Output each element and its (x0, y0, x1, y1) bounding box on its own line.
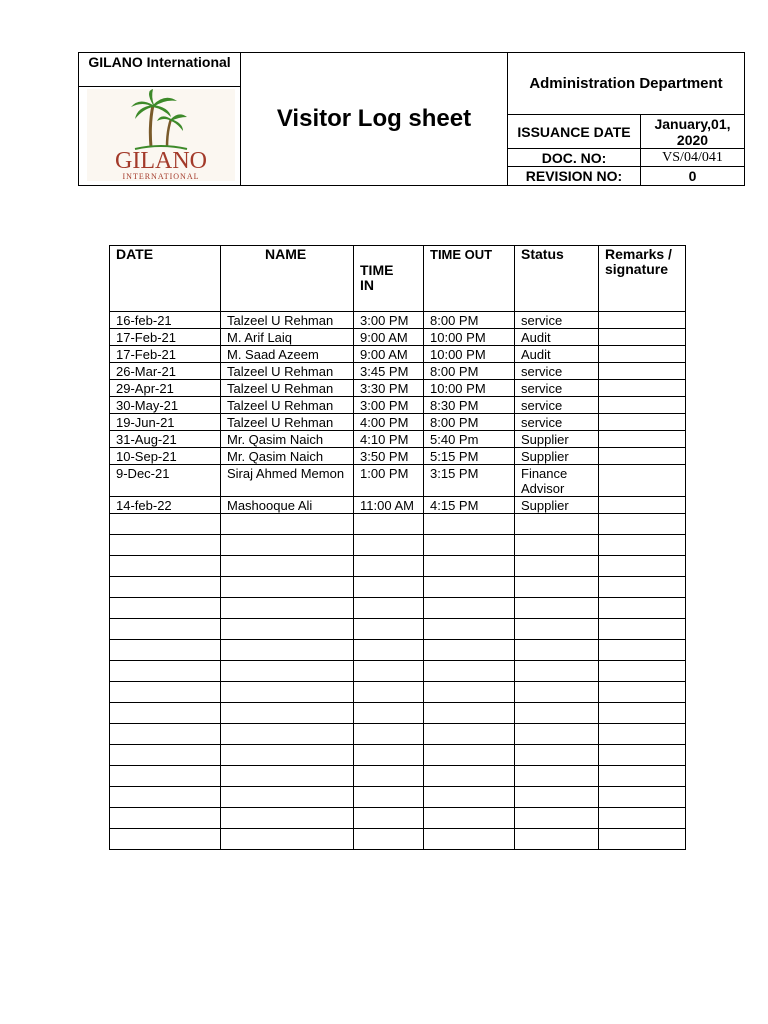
cell-remarks (599, 431, 686, 448)
empty-table-row (110, 682, 686, 703)
cell-time-in (354, 556, 424, 577)
column-header-time-in: TIME IN (354, 246, 424, 312)
cell-name: Mr. Qasim Naich (221, 431, 354, 448)
cell-time-out: 8:30 PM (424, 397, 515, 414)
cell-status: Audit (515, 329, 599, 346)
cell-time-in (354, 535, 424, 556)
empty-table-row (110, 598, 686, 619)
cell-time-out (424, 682, 515, 703)
table-row (110, 346, 686, 363)
logo-subtext: INTERNATIONAL (122, 172, 200, 181)
cell-name (221, 640, 354, 661)
divider (79, 86, 240, 87)
cell-remarks (599, 380, 686, 397)
column-header-remarks: Remarks / signature (599, 246, 686, 312)
cell-status (515, 661, 599, 682)
empty-table-row (110, 745, 686, 766)
cell-time-out (424, 808, 515, 829)
cell-remarks (599, 465, 686, 497)
cell-status: Supplier (515, 448, 599, 465)
cell-date (110, 598, 221, 619)
cell-remarks (599, 329, 686, 346)
cell-status (515, 724, 599, 745)
cell-time-out (424, 640, 515, 661)
cell-name (221, 556, 354, 577)
cell-date: 29-Apr-21 (110, 380, 221, 397)
cell-status (515, 619, 599, 640)
empty-table-row (110, 514, 686, 535)
empty-table-row (110, 577, 686, 598)
empty-table-row (110, 619, 686, 640)
cell-status (515, 808, 599, 829)
visitor-log-table (109, 245, 686, 850)
cell-name: M. Saad Azeem (221, 346, 354, 363)
column-header-date: DATE (110, 246, 221, 312)
cell-remarks (599, 766, 686, 787)
cell-time-out: 3:15 PM (424, 465, 515, 497)
cell-name: Talzeel U Rehman (221, 380, 354, 397)
cell-date (110, 535, 221, 556)
column-header-status: Status (515, 246, 599, 312)
cell-time-in (354, 745, 424, 766)
cell-date (110, 787, 221, 808)
cell-date (110, 766, 221, 787)
cell-date (110, 619, 221, 640)
cell-time-in (354, 514, 424, 535)
revision-no-value: 0 (688, 168, 697, 184)
column-header-name: NAME (221, 246, 354, 312)
cell-name: Talzeel U Rehman (221, 312, 354, 329)
cell-time-in (354, 829, 424, 850)
cell-name (221, 682, 354, 703)
cell-name: Mr. Qasim Naich (221, 448, 354, 465)
cell-date: 30-May-21 (110, 397, 221, 414)
table-body (110, 312, 686, 850)
cell-status (515, 640, 599, 661)
table-row (110, 497, 686, 514)
cell-status (515, 745, 599, 766)
cell-remarks (599, 682, 686, 703)
cell-name: Talzeel U Rehman (221, 414, 354, 431)
cell-time-in: 3:00 PM (354, 397, 424, 414)
column-header-time-out: TIME OUT (424, 246, 515, 312)
cell-time-in: 3:45 PM (354, 363, 424, 380)
cell-remarks (599, 724, 686, 745)
cell-time-in (354, 766, 424, 787)
cell-time-out: 10:00 PM (424, 346, 515, 363)
cell-name (221, 829, 354, 850)
cell-name (221, 703, 354, 724)
cell-time-out: 5:40 Pm (424, 431, 515, 448)
cell-remarks (599, 808, 686, 829)
cell-name (221, 598, 354, 619)
cell-remarks (599, 745, 686, 766)
cell-date: 10-Sep-21 (110, 448, 221, 465)
cell-remarks (599, 397, 686, 414)
cell-date (110, 745, 221, 766)
table-header-row (110, 246, 686, 312)
cell-remarks (599, 598, 686, 619)
cell-time-out: 4:15 PM (424, 497, 515, 514)
cell-remarks (599, 577, 686, 598)
empty-table-row (110, 808, 686, 829)
cell-name: Talzeel U Rehman (221, 363, 354, 380)
cell-remarks (599, 346, 686, 363)
table-row (110, 380, 686, 397)
cell-status (515, 766, 599, 787)
cell-time-out: 8:00 PM (424, 363, 515, 380)
cell-name (221, 577, 354, 598)
cell-time-out (424, 745, 515, 766)
cell-time-in (354, 787, 424, 808)
empty-table-row (110, 556, 686, 577)
cell-time-in (354, 619, 424, 640)
cell-status: service (515, 363, 599, 380)
cell-remarks (599, 619, 686, 640)
cell-status (515, 556, 599, 577)
cell-status (515, 577, 599, 598)
cell-name: M. Arif Laiq (221, 329, 354, 346)
cell-remarks (599, 497, 686, 514)
cell-date (110, 577, 221, 598)
cell-date (110, 640, 221, 661)
cell-time-out (424, 724, 515, 745)
doc-no-value: VS/04/041 (662, 149, 723, 165)
cell-time-out: 5:15 PM (424, 448, 515, 465)
cell-time-in: 11:00 AM (354, 497, 424, 514)
cell-name: Siraj Ahmed Memon (221, 465, 354, 497)
table-row (110, 312, 686, 329)
page-title: Visitor Log sheet (241, 53, 508, 185)
cell-status (515, 682, 599, 703)
cell-name (221, 745, 354, 766)
cell-name (221, 661, 354, 682)
cell-status (515, 829, 599, 850)
cell-date: 9-Dec-21 (110, 465, 221, 497)
cell-status: Audit (515, 346, 599, 363)
cell-time-out (424, 514, 515, 535)
cell-status (515, 703, 599, 724)
cell-remarks (599, 414, 686, 431)
cell-time-in (354, 703, 424, 724)
empty-table-row (110, 703, 686, 724)
revision-no-row (508, 167, 744, 185)
cell-time-out (424, 577, 515, 598)
cell-remarks (599, 535, 686, 556)
cell-date: 17-Feb-21 (110, 329, 221, 346)
issuance-date-label: ISSUANCE DATE (508, 115, 641, 148)
cell-name (221, 766, 354, 787)
cell-time-in: 3:50 PM (354, 448, 424, 465)
cell-status: Supplier (515, 497, 599, 514)
cell-remarks (599, 829, 686, 850)
cell-time-in: 4:00 PM (354, 414, 424, 431)
cell-date: 14-feb-22 (110, 497, 221, 514)
department-name: Administration Department (508, 53, 744, 115)
cell-time-out: 10:00 PM (424, 380, 515, 397)
cell-name (221, 787, 354, 808)
cell-time-out (424, 703, 515, 724)
empty-table-row (110, 640, 686, 661)
cell-time-in: 9:00 AM (354, 329, 424, 346)
cell-remarks (599, 703, 686, 724)
cell-time-out (424, 619, 515, 640)
cell-time-in: 4:10 PM (354, 431, 424, 448)
cell-name: Talzeel U Rehman (221, 397, 354, 414)
doc-no-label: DOC. NO: (508, 149, 641, 166)
table-row (110, 363, 686, 380)
cell-time-in: 3:00 PM (354, 312, 424, 329)
cell-time-in: 1:00 PM (354, 465, 424, 497)
cell-time-out (424, 787, 515, 808)
cell-remarks (599, 640, 686, 661)
cell-time-out (424, 556, 515, 577)
cell-date (110, 808, 221, 829)
gilano-logo (87, 89, 235, 181)
cell-time-in (354, 682, 424, 703)
cell-name (221, 724, 354, 745)
cell-status: service (515, 312, 599, 329)
cell-name (221, 535, 354, 556)
cell-date: 17-Feb-21 (110, 346, 221, 363)
table-row (110, 448, 686, 465)
cell-date (110, 661, 221, 682)
table-row (110, 431, 686, 448)
cell-date (110, 682, 221, 703)
cell-remarks (599, 363, 686, 380)
company-name: GILANO International (88, 54, 231, 70)
cell-time-out (424, 829, 515, 850)
empty-table-row (110, 661, 686, 682)
cell-time-out (424, 598, 515, 619)
empty-table-row (110, 787, 686, 808)
cell-status (515, 535, 599, 556)
cell-time-in (354, 640, 424, 661)
cell-time-out: 8:00 PM (424, 414, 515, 431)
cell-remarks (599, 514, 686, 535)
empty-table-row (110, 724, 686, 745)
cell-time-in (354, 724, 424, 745)
cell-status: Supplier (515, 431, 599, 448)
logo-wordmark: GILANO (115, 148, 207, 174)
cell-time-in: 3:30 PM (354, 380, 424, 397)
cell-status: Finance Advisor (515, 465, 599, 497)
revision-no-label: REVISION NO: (508, 167, 641, 185)
cell-remarks (599, 556, 686, 577)
cell-time-in (354, 661, 424, 682)
cell-remarks (599, 787, 686, 808)
cell-time-out (424, 661, 515, 682)
cell-status (515, 514, 599, 535)
cell-remarks (599, 312, 686, 329)
cell-time-in (354, 577, 424, 598)
cell-status: service (515, 397, 599, 414)
cell-status (515, 787, 599, 808)
cell-status: service (515, 414, 599, 431)
cell-date: 31-Aug-21 (110, 431, 221, 448)
cell-status (515, 598, 599, 619)
cell-name (221, 619, 354, 640)
empty-table-row (110, 766, 686, 787)
cell-name: Mashooque Ali (221, 497, 354, 514)
table-row (110, 329, 686, 346)
issuance-date-row (508, 115, 744, 149)
cell-date (110, 724, 221, 745)
doc-no-row (508, 149, 744, 167)
empty-table-row (110, 535, 686, 556)
cell-time-out (424, 766, 515, 787)
cell-remarks (599, 448, 686, 465)
cell-date (110, 829, 221, 850)
table-row (110, 414, 686, 431)
cell-date (110, 514, 221, 535)
cell-remarks (599, 661, 686, 682)
cell-time-out: 10:00 PM (424, 329, 515, 346)
table-row (110, 465, 686, 497)
cell-time-out: 8:00 PM (424, 312, 515, 329)
cell-date: 19-Jun-21 (110, 414, 221, 431)
cell-status: service (515, 380, 599, 397)
cell-date (110, 556, 221, 577)
logo-cell (79, 53, 241, 185)
cell-date: 16-feb-21 (110, 312, 221, 329)
cell-name (221, 808, 354, 829)
cell-time-out (424, 535, 515, 556)
cell-time-in (354, 808, 424, 829)
cell-time-in (354, 598, 424, 619)
empty-table-row (110, 829, 686, 850)
cell-name (221, 514, 354, 535)
issuance-date-value: January,01, 2020 (654, 115, 731, 148)
cell-time-in: 9:00 AM (354, 346, 424, 363)
cell-date (110, 703, 221, 724)
table-row (110, 397, 686, 414)
document-header (78, 52, 745, 186)
cell-date: 26-Mar-21 (110, 363, 221, 380)
